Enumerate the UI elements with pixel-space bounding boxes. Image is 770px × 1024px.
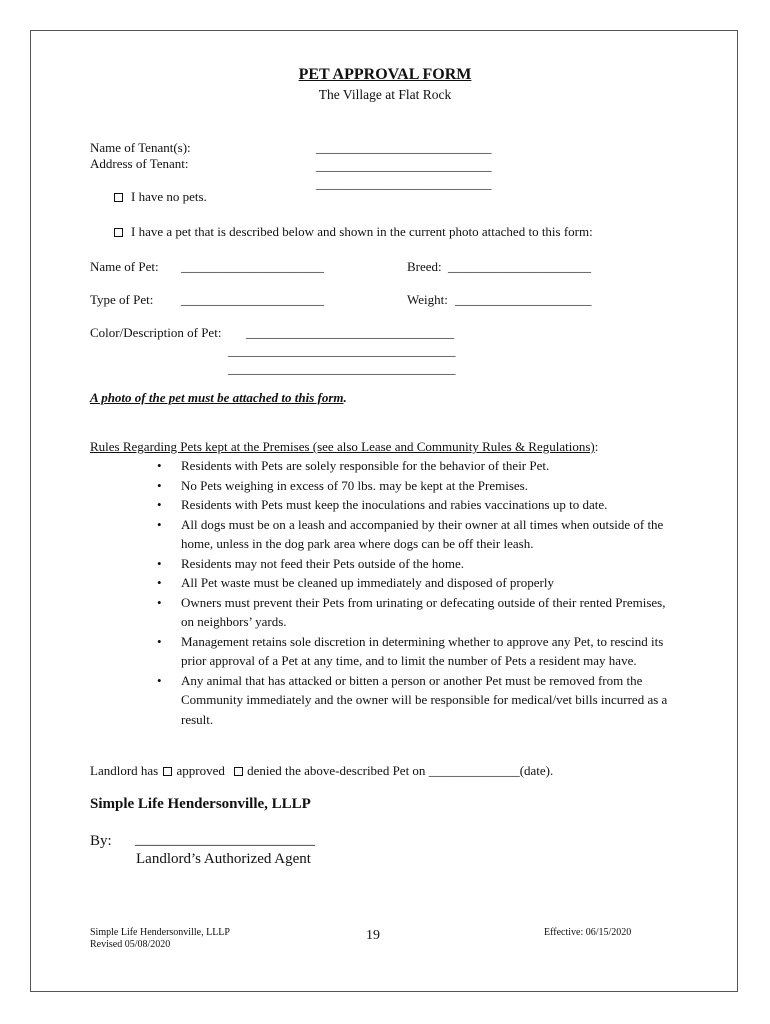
pet-name-line[interactable]: ______________________ [181,259,324,274]
pet-type-line[interactable]: ______________________ [181,292,324,307]
denied-label: denied the above-described Pet on [247,763,426,778]
rule-item: • No Pets weighing in excess of 70 lbs. may be kept at the Premises. [90,476,670,496]
date-suffix: (date). [519,763,554,778]
no-pets-checkbox[interactable] [114,193,123,202]
company-name: Simple Life Hendersonville, LLLP [90,796,311,812]
rule-item: • Management retains sole discretion in determining whether to approve any Pet, to rescind its prior approval of a Pet at any time, and to limit the number of Pets a resident may have. [90,632,670,671]
agent-label: Landlord’s Authorized Agent [136,851,311,867]
page-number: 19 [366,928,380,943]
tenant-name-line[interactable]: ___________________________ [316,140,492,155]
weight-line[interactable]: _____________________ [455,292,592,307]
signature-line[interactable]: ________________________ [135,832,315,848]
pet-name-label: Name of Pet: [90,259,159,274]
breed-line[interactable]: ______________________ [448,259,591,274]
by-label: By: [90,833,112,849]
no-pets-label: I have no pets. [131,189,207,204]
tenant-name-label: Name of Tenant(s): [90,140,191,155]
rule-item: • Any animal that has attacked or bitten a person or another Pet must be removed from the Community immediately and the owner will be responsible for medical/vet bills incurred as a result. [90,671,670,730]
rule-item: • Residents with Pets must keep the inoculations and rabies vaccinations up to date. [90,495,670,515]
footer-left [90,927,230,951]
photo-note [90,390,347,406]
pet-color-line-3[interactable]: ___________________________________ [228,361,456,376]
rules-heading-text: Rules Regarding Pets kept at the Premises (see also Lease and Community Rules & Regulations) [90,439,595,454]
footer-revised: Revised 05/08/2020 [90,939,171,950]
landlord-prefix: Landlord has [90,763,159,778]
pet-color-line-1[interactable]: ________________________________ [246,325,454,340]
rule-item: • Residents may not feed their Pets outside of the home. [90,554,670,574]
footer-effective: Effective: 06/15/2020 [544,927,632,938]
pet-type-label: Type of Pet: [90,292,154,307]
tenant-address-line-1[interactable]: ___________________________ [316,158,492,173]
tenant-address-line-2[interactable]: ___________________________ [316,176,492,191]
breed-label: Breed: [407,259,442,274]
denied-checkbox[interactable] [234,767,243,776]
rules-heading [90,439,598,455]
photo-note-text: A photo of the pet must be attached to this form [90,390,344,405]
approved-checkbox[interactable] [163,767,172,776]
no-pets-option[interactable] [114,189,207,205]
has-pet-label: I have a pet that is described below and shown in the current photo attached to this form: [131,224,593,239]
rule-item: • Residents with Pets are solely responsible for the behavior of their Pet. [90,456,670,476]
landlord-decision [90,763,553,779]
pet-color-label: Color/Description of Pet: [90,325,222,340]
rule-item: • Owners must prevent their Pets from urinating or defecating outside of their rented Premises, on neighbors’ yards. [90,593,670,632]
approved-label: approved [176,763,225,778]
rules-list [90,456,670,729]
pet-color-line-2[interactable]: ___________________________________ [228,343,456,358]
photo-note-period: . [343,390,347,405]
rule-item: • All dogs must be on a leash and accompanied by their owner at all times when outside of the home, unless in the dog park area where dogs can be off their leash. [90,515,670,554]
rule-item: • All Pet waste must be cleaned up immediately and disposed of properly [90,573,670,593]
tenant-address-label: Address of Tenant: [90,156,189,171]
date-line[interactable]: ______________ [428,763,520,778]
has-pet-checkbox[interactable] [114,228,123,237]
footer-company: Simple Life Hendersonville, LLLP [90,927,230,938]
form-title: PET APPROVAL FORM [298,66,472,83]
weight-label: Weight: [407,292,448,307]
form-subtitle: The Village at Flat Rock [318,87,452,102]
rules-heading-colon: : [594,439,599,454]
has-pet-option[interactable] [114,224,593,240]
